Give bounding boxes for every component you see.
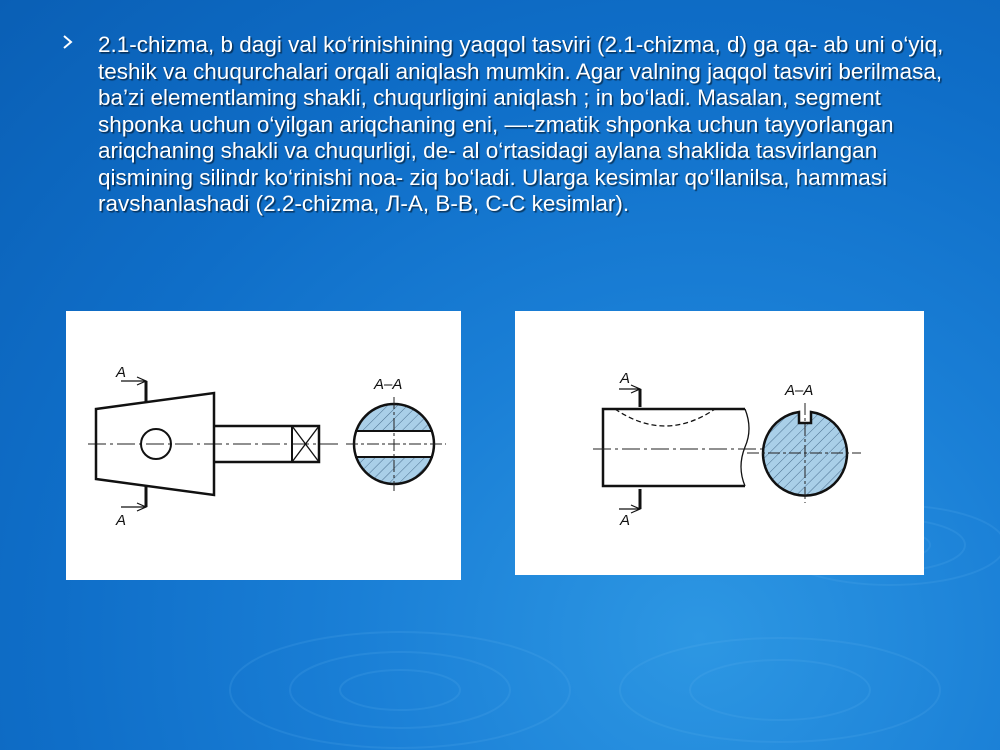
figure-right-shaft-drawing bbox=[515, 311, 924, 575]
left-cut-label-top: A bbox=[116, 364, 127, 381]
left-cut-label-bottom: A bbox=[116, 512, 127, 529]
left-section-label: A–A bbox=[374, 376, 403, 393]
right-cut-label-top: A bbox=[620, 370, 631, 387]
bullet-paragraph: 2.1-chizma, b dagi val ko‘rinishining yaqqol tasviri (2.1-chizma, d) ga qa- ab uni o‘yiq, teshik va chuqurchalari orqali aniqlash mumkin. Agar valning jaqqol tasviri berilmasa, ba’zi elementlaming shakli, chuqurligini aniqlash ; in bo‘ladi. Masalan, segment shponka uchun o‘yilgan ariqchaning eni, —-zmatik shponka uchun tayyorlangan ariqchaning shakli va chuqurligi, de- al o‘rtasidagi aylana shaklida tasvirlangan qismining silindr ko‘rinishi noa- ziq bo‘ladi. Ularga kesimlar qo‘llanilsa, hammasi ravshanlashadi (2.2-chizma, Л-A, B-B, C-C kesimlar). bbox=[98, 32, 944, 216]
right-section-label: A–A bbox=[785, 382, 814, 399]
figure-left-shaft-drawing bbox=[66, 311, 461, 580]
right-cut-label-bottom: A bbox=[620, 512, 631, 529]
chevron-right-icon bbox=[62, 34, 74, 55]
slide-text-block bbox=[62, 32, 962, 218]
